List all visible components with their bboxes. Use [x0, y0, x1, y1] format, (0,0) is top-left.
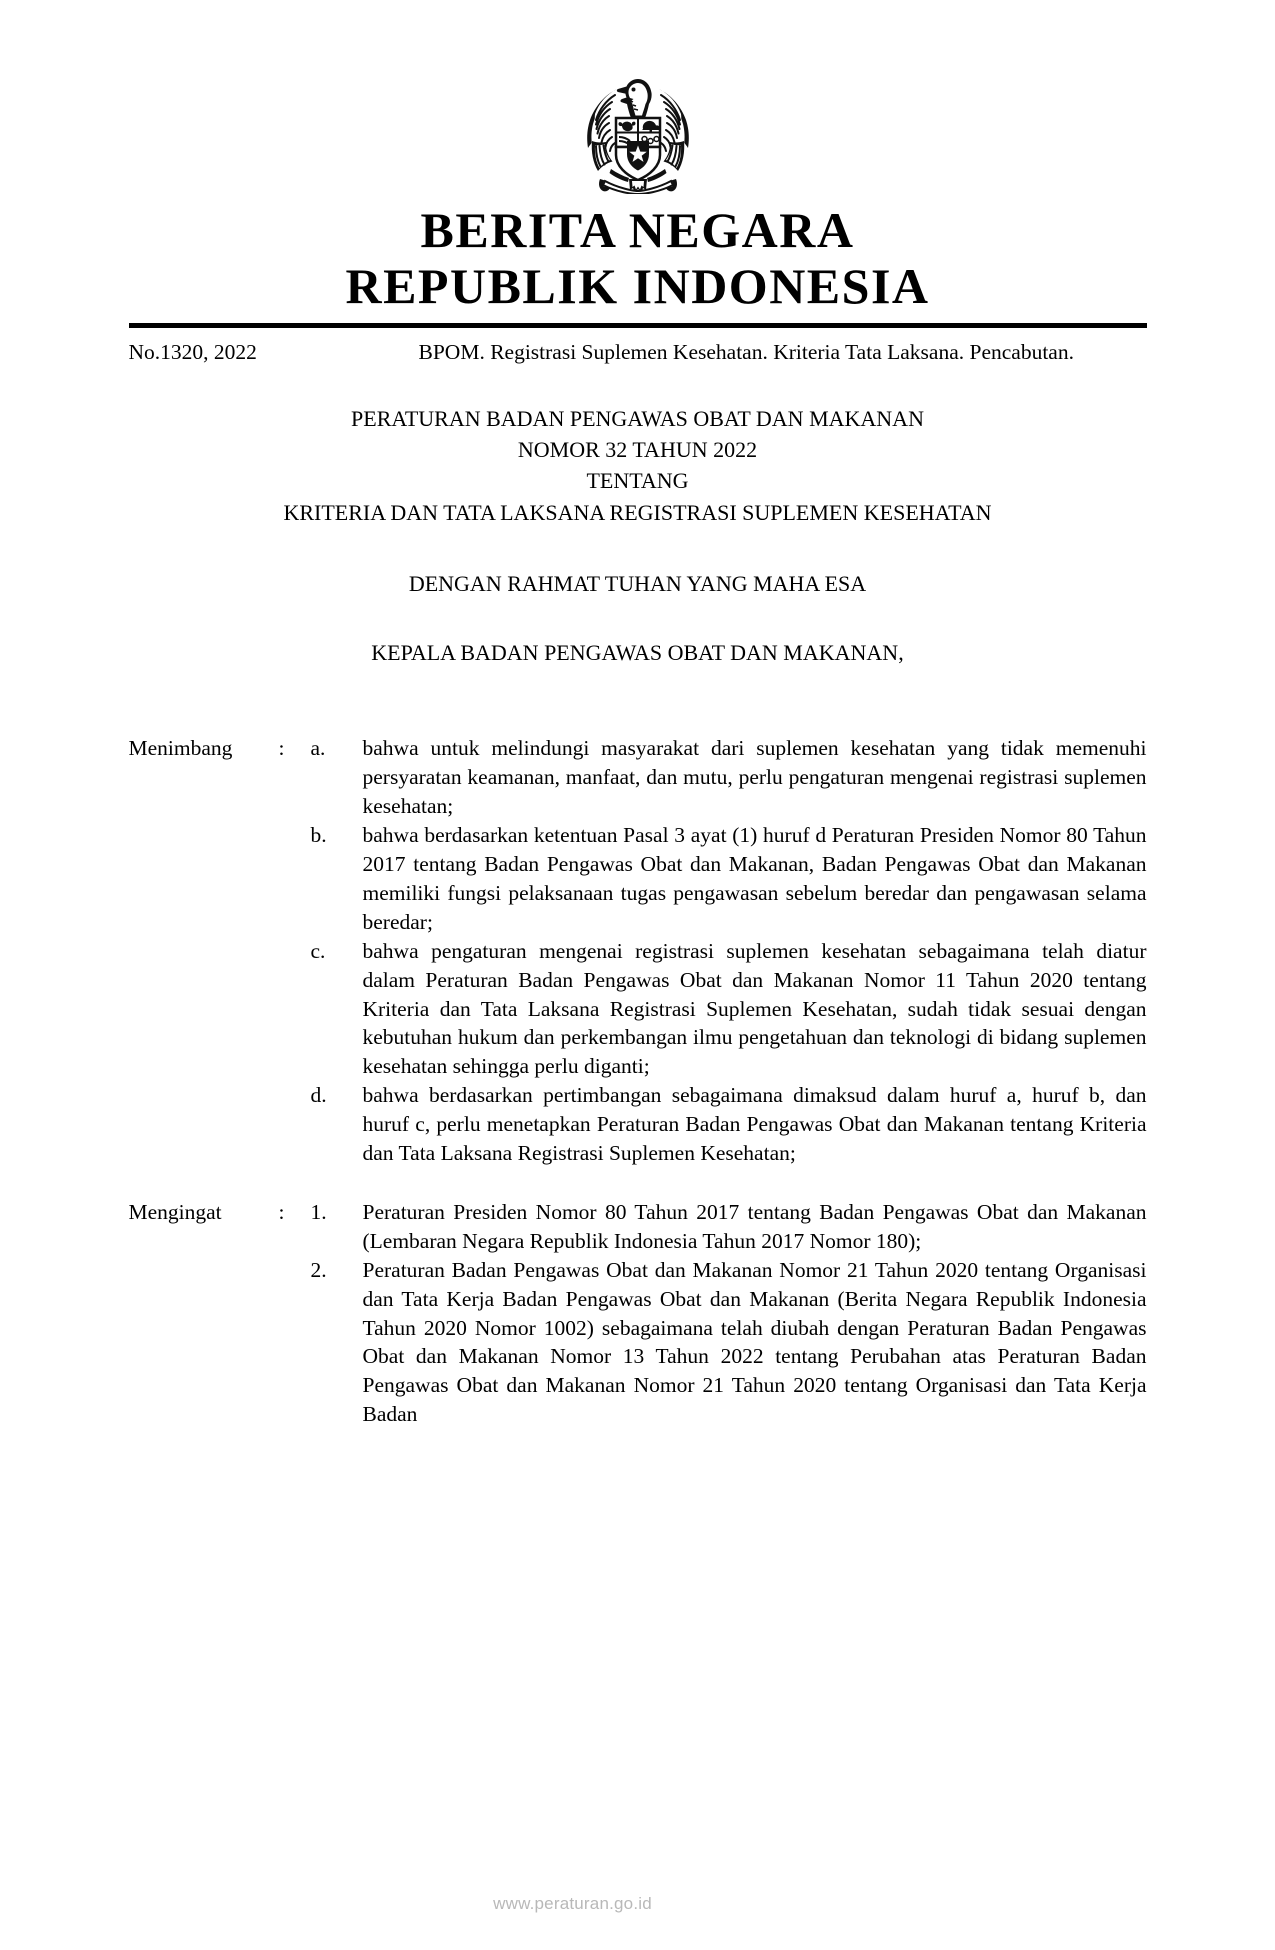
- section-mengingat: [129, 1198, 1147, 1429]
- regulation-title: [129, 403, 1147, 528]
- regulation-subject: KRITERIA DAN TATA LAKSANA REGISTRASI SUPLEMEN KESEHATAN: [283, 499, 992, 525]
- masthead: [0, 0, 1275, 314]
- clause-marker: b.: [310, 823, 327, 848]
- clause-item: [129, 937, 1147, 1082]
- section-label-menimbang: Menimbang: [128, 736, 233, 761]
- clause-text: bahwa berdasarkan ketentuan Pasal 3 ayat (1) huruf d Peraturan Presiden Nomor 80 Tahun 2017 tentang Badan Pengawas Obat dan Makanan, Badan Pengawas Obat dan Makanan memiliki fungsi pelaksanaan tugas pengawasan sebelum beredar dan pengawasan selama beredar;: [362, 823, 1147, 934]
- masthead-divider: [129, 323, 1147, 328]
- clause-item: [129, 734, 1147, 821]
- clause-marker: 2.: [310, 1257, 327, 1282]
- clause-marker: 1.: [310, 1199, 327, 1224]
- masthead-line-1: BERITA NEGARA: [420, 202, 855, 258]
- clause-text: Peraturan Presiden Nomor 80 Tahun 2017 tentang Badan Pengawas Obat dan Makanan (Lembaran Negara Republik Indonesia Tahun 2017 Nomor 180);: [362, 1199, 1147, 1253]
- clause-text: bahwa pengaturan mengenai registrasi suplemen kesehatan sebagaimana telah diatur dalam Peraturan Badan Pengawas Obat dan Makanan Nomor 11 Tahun 2020 tentang Kriteria dan Tata Laksana Registrasi Suplemen Kesehatan, sudah tidak sesuai dengan kebutuhan hukum dan perkembangan ilmu pengetahuan dan teknologi di bidang suplemen kesehatan sehingga perlu diganti;: [362, 938, 1147, 1079]
- garuda-pancasila-emblem: [563, 66, 713, 194]
- section-label-mengingat: Mengingat: [128, 1199, 222, 1224]
- section-menimbang: [129, 734, 1147, 1168]
- footer-watermark: www.peraturan.go.id: [493, 1894, 652, 1913]
- regulation-title-line-1: PERATURAN BADAN PENGAWAS OBAT DAN MAKANAN: [351, 405, 924, 431]
- gazette-subject: BPOM. Registrasi Suplemen Kesehatan. Kriteria Tata Laksana. Pencabutan.: [418, 340, 1074, 364]
- masthead-line-2: REPUBLIK INDONESIA: [345, 258, 930, 314]
- clause-marker: d.: [310, 1083, 327, 1108]
- clauses-container: [129, 734, 1147, 1429]
- clause-item: [129, 1256, 1147, 1429]
- clause-text: Peraturan Badan Pengawas Obat dan Makanan Nomor 21 Tahun 2020 tentang Organisasi dan Tata Kerja Badan Pengawas Obat dan Makanan (Berita Negara Republik Indonesia Tahun 2020 Nomor 1002) sebagaimana telah diubah dengan Peraturan Badan Pengawas Obat dan Makanan Nomor 13 Tahun 2022 tentang Perubahan atas Peraturan Badan Pengawas Obat dan Makanan Nomor 21 Tahun 2020 tentang Organisasi dan Tata Kerja Badan: [362, 1257, 1147, 1427]
- regulation-number: NOMOR 32 TAHUN 2022: [517, 437, 758, 463]
- section-colon: :: [278, 1199, 285, 1224]
- clause-marker: a.: [310, 736, 326, 761]
- section-colon: :: [278, 736, 285, 761]
- clause-item: [129, 1198, 1147, 1256]
- clause-item: [129, 821, 1147, 937]
- blessing-line: DENGAN RAHMAT TUHAN YANG MAHA ESA: [408, 570, 867, 596]
- regulation-tentang-label: TENTANG: [586, 468, 689, 494]
- gazette-number: No.1320, 2022: [128, 340, 257, 364]
- issuing-authority: KEPALA BADAN PENGAWAS OBAT DAN MAKANAN,: [371, 640, 904, 666]
- gazette-header: [129, 339, 1147, 367]
- masthead-title: [0, 202, 1275, 314]
- clause-text: bahwa berdasarkan pertimbangan sebagaimana dimaksud dalam huruf a, huruf b, dan huruf c, perlu menetapkan Peraturan Badan Pengawas Obat dan Makanan tentang Kriteria dan Tata Laksana Registrasi Suplemen Kesehatan;: [362, 1083, 1147, 1166]
- clause-item: [129, 1081, 1147, 1168]
- clause-marker: c.: [310, 938, 326, 963]
- clause-text: bahwa untuk melindungi masyarakat dari suplemen kesehatan yang tidak memenuhi persyaratan keamanan, manfaat, dan mutu, perlu pengaturan mengenai registrasi suplemen kesehatan;: [362, 736, 1147, 819]
